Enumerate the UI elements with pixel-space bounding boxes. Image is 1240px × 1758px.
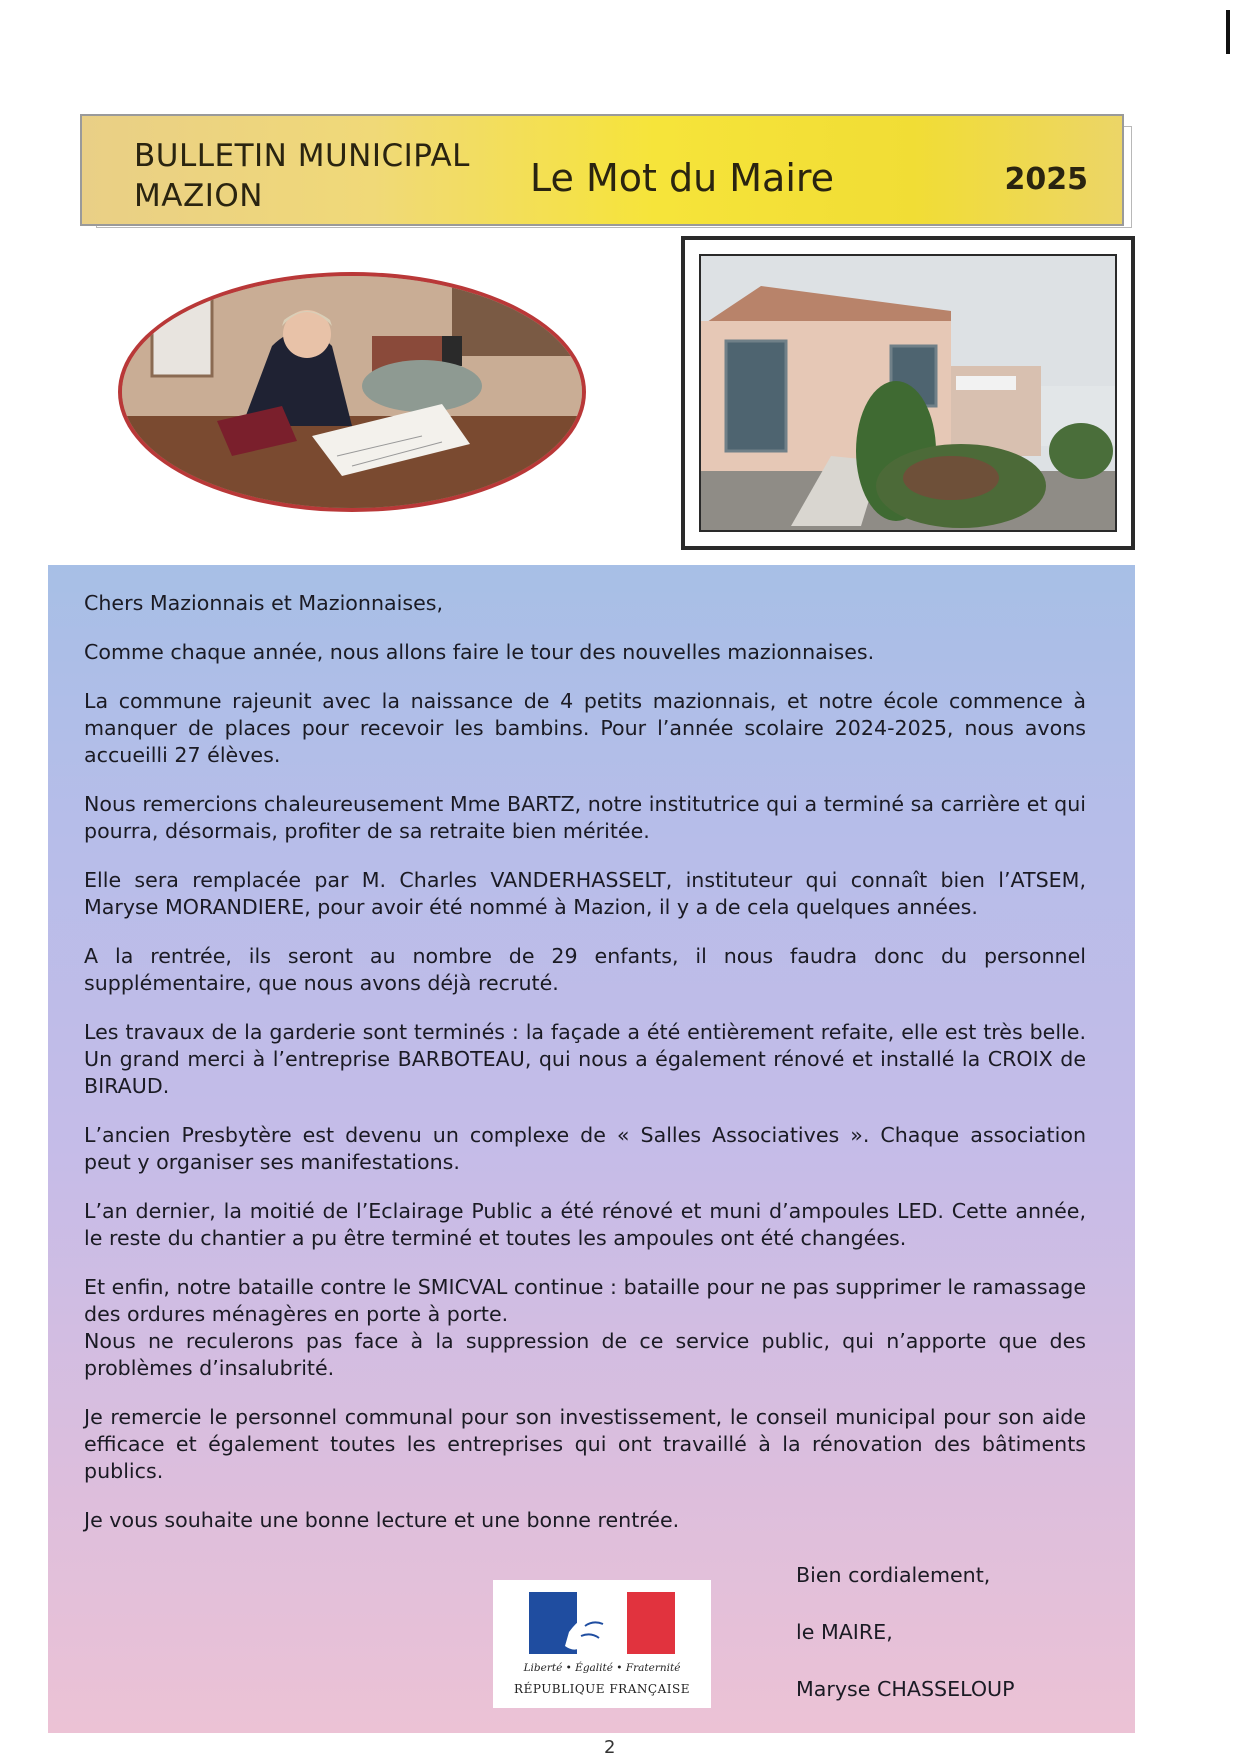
letter-paragraph: A la rentrée, ils seront au nombre de 29 enfants, il nous faudra donc du personnel supplémentaire, que nous avons déjà recruté.	[84, 944, 1086, 995]
letter-paragraph: Les travaux de la garderie sont terminés : la façade a été entièrement refaite, elle est très belle. Un grand merci à l’entreprise BARBOTEAU, qui nous a également rénové et installé la CROIX de BIRAUD.	[84, 1020, 1086, 1098]
letter-paragraph: La commune rajeunit avec la naissance de 4 petits mazionnais, et notre école commence à manquer de places pour recevoir les bambins. Pour l’année scolaire 2024-2025, nous avons accueilli 27 élèves.	[84, 689, 1086, 767]
letter-paragraph: Elle sera remplacée par M. Charles VANDERHASSELT, instituteur qui connaît bien l’ATSEM, Maryse MORANDIERE, pour avoir été nommé à Mazion, il y a de cela quelques années.	[84, 868, 1086, 919]
letter-paragraph: Je remercie le personnel communal pour son investissement, le conseil municipal pour son aide efficace et également toutes les entreprises qui ont travaillé à la rénovation des bâtiments publics.	[84, 1405, 1086, 1483]
bulletin-label	[134, 136, 470, 216]
letter-paragraph: Nous remercions chaleureusement Mme BARTZ, notre institutrice qui a terminé sa carrière et qui pourra, désormais, profiter de sa retraite bien méritée.	[84, 792, 1086, 843]
marianne-flag-icon	[529, 1592, 675, 1654]
letter-greeting: Chers Mazionnais et Mazionnaises,	[84, 591, 444, 615]
republique-francaise-logo	[493, 1580, 711, 1708]
mayor-letter	[48, 565, 1135, 1733]
logo-motto: Liberté • Égalité • Fraternité	[523, 1662, 681, 1674]
signatory-role: le MAIRE,	[796, 1620, 893, 1644]
letter-paragraph: L’ancien Presbytère est devenu un complexe de « Salles Associatives ». Chaque association peut y organiser ses manifestations.	[84, 1123, 1086, 1174]
letter-text	[84, 590, 1086, 1556]
letter-paragraph: Je vous souhaite une bonne lecture et une bonne rentrée.	[84, 1508, 680, 1532]
bulletin-line-2: MAZION	[134, 178, 263, 214]
mayor-photo-illustration	[122, 276, 582, 508]
town-hall-illustration	[701, 256, 1117, 532]
logo-name: RÉPUBLIQUE FRANÇAISE	[514, 1682, 690, 1696]
page-title: Le Mot du Maire	[530, 156, 835, 200]
mayor-photo	[118, 272, 586, 512]
letter-paragraph: L’an dernier, la moitié de l’Eclairage Public a été rénové et muni d’ampoules LED. Cette année, le reste du chantier a pu être terminé et toutes les ampoules ont été changées.	[84, 1199, 1086, 1250]
letter-paragraph: Et enfin, notre bataille contre le SMICVAL continue : bataille pour ne pas supprimer le ramassage des ordures ménagères en porte à porte.	[84, 1275, 1086, 1326]
header-banner	[80, 114, 1124, 226]
closing-line: Bien cordialement,	[796, 1563, 991, 1587]
letter-paragraph: Comme chaque année, nous allons faire le tour des nouvelles mazionnaises.	[84, 640, 875, 664]
bulletin-line-1: BULLETIN MUNICIPAL	[134, 138, 470, 174]
page-number: 2	[604, 1737, 616, 1758]
letter-signature-block	[796, 1562, 1015, 1733]
scan-mark	[1226, 10, 1230, 54]
town-hall-photo	[681, 236, 1135, 550]
signatory-name: Maryse CHASSELOUP	[796, 1677, 1015, 1701]
bulletin-year: 2025	[1004, 162, 1088, 197]
letter-paragraph: Nous ne reculerons pas face à la suppression de ce service public, qui n’apporte que des problèmes d’insalubrité.	[84, 1329, 1086, 1380]
